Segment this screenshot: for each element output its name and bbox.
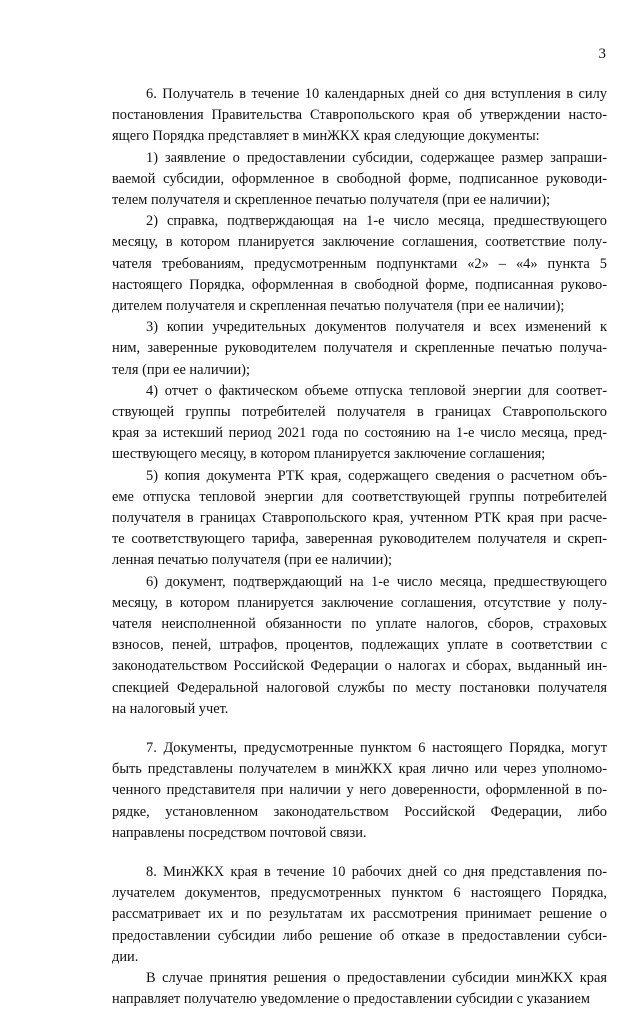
p7-line: 7. Документы, предусмотренные пунктом 6 настоящего Порядка, могут — [146, 740, 607, 756]
p6-intro-line: постановления Правительства Ставропольского края об утверждении насто- — [112, 107, 607, 124]
p6-item1-line: ваемой субсидии, оформленное в свободной форме, подписанное руководи- — [112, 170, 607, 187]
p6-item2-line: дителем получателя и скрепленная печатью получателя (при ее наличии); — [112, 298, 565, 314]
p7-line: рядке, установленном законодательством Российской Федерации, либо — [112, 803, 607, 820]
p6-item6-line: взносов, пеней, штрафов, процентов, подлежащих уплате в соответствии с — [112, 637, 607, 654]
p6-item1-line: 1) заявление о предоставлении субсидии, содержащее размер запраши- — [146, 149, 607, 166]
p6-item5-line: 5) копия документа РТК края, содержащего сведения о расчетном объ- — [146, 467, 607, 484]
p8-line: предоставлении субсидии либо решение об отказе в предоставлении субси- — [112, 927, 607, 944]
p6-item6-line: 6) документ, подтверждающий на 1-е число месяца, предшествующего — [146, 573, 607, 590]
p6-item6-line: чателя неисполненной обязанности по уплате налогов, сборов, страховых — [112, 616, 607, 632]
p6-intro-line: ящего Порядка представляет в минЖКХ края следующие документы: — [112, 128, 540, 145]
p6-item3-line: 3) копии учредительных документов получателя и всех изменений к — [146, 319, 607, 336]
p6-item1-line: телем получателя и скрепленное печатью получателя (при ее наличии); — [112, 192, 551, 208]
p8-line: рассматривает их и по результатам их рассмотрения принимает решение о — [112, 906, 607, 923]
p6-item5-line: еме отпуска тепловой энергии для соответствующей группы потребителей — [112, 488, 607, 505]
p6-item2-line: чателя требованиям, предусмотренным подпунктами «2» – «4» пункта 5 — [112, 255, 607, 272]
p7-line: ченного представителя при наличии у него доверенности, оформленной в по- — [112, 782, 607, 799]
p6-item2-line: месяцу, в котором планируется заключение соглашения, соответствие полу- — [112, 234, 607, 251]
p6-item5-line: получателя в границах Ставропольского края, учтенном РТК края при расче- — [112, 510, 607, 526]
p7-line: быть представлены получателем в минЖКХ края лично или через уполномо- — [112, 761, 607, 778]
p6-item4-line: шествующего месяцу, в котором планируется заключение соглашения; — [112, 446, 546, 463]
p7-line: направлены посредством почтовой связи. — [112, 824, 367, 841]
p8-line: лучателем документов, предусмотренных пунктом 6 настоящего Порядка, — [112, 885, 607, 902]
p6-item3-line: теля (при ее наличии); — [112, 361, 250, 378]
p6-item2-line: 2) справка, подтверждающая на 1-е число месяца, предшествующего — [146, 213, 607, 230]
p8-decision-line: направляет получателю уведомление о предоставлении субсидии с указанием — [112, 991, 590, 1008]
p6-item5-line: ленная печатью получателя (при ее наличии); — [112, 552, 393, 569]
p8-line: дии. — [112, 948, 139, 965]
p6-item4-line: ствующей группы потребителей получателя в границах Ставропольского — [112, 404, 607, 420]
p6-item3-line: ним, заверенные руководителем получателя и скрепленные печатью получа- — [112, 340, 607, 357]
p6-item4-line: края за истекший период 2021 года по состоянию на 1-е число месяца, пред- — [112, 425, 607, 442]
p6-item6-line: законодательством Российской Федерации о налогах и сборах, выданный ин- — [112, 658, 607, 675]
p8-decision-line: В случае принятия решения о предоставлении субсидии минЖКХ края — [146, 970, 607, 986]
p6-item2-line: настоящего Порядка, оформленная в свободной форме, подписанная руково- — [112, 276, 607, 293]
p6-item6-line: месяцу, в котором планируется заключение соглашения, отсутствие у полу- — [112, 594, 607, 611]
page-number: 3 — [598, 46, 606, 62]
p6-item4-line: 4) отчет о фактическом объеме отпуска тепловой энергии для соответ- — [146, 382, 607, 399]
p6-item5-line: те соответствующего тарифа, заверенная руководителем получателя и скреп- — [112, 531, 607, 548]
p6-item6-line: спекцией Федеральной налоговой службы по месту постановки получателя — [112, 679, 607, 696]
p6-intro-line: 6. Получатель в течение 10 календарных дней со дня вступления в силу — [146, 86, 607, 102]
p6-item6-line: на налоговый учет. — [112, 700, 229, 717]
p8-line: 8. МинЖКХ края в течение 10 рабочих дней со дня представления по- — [146, 864, 607, 880]
